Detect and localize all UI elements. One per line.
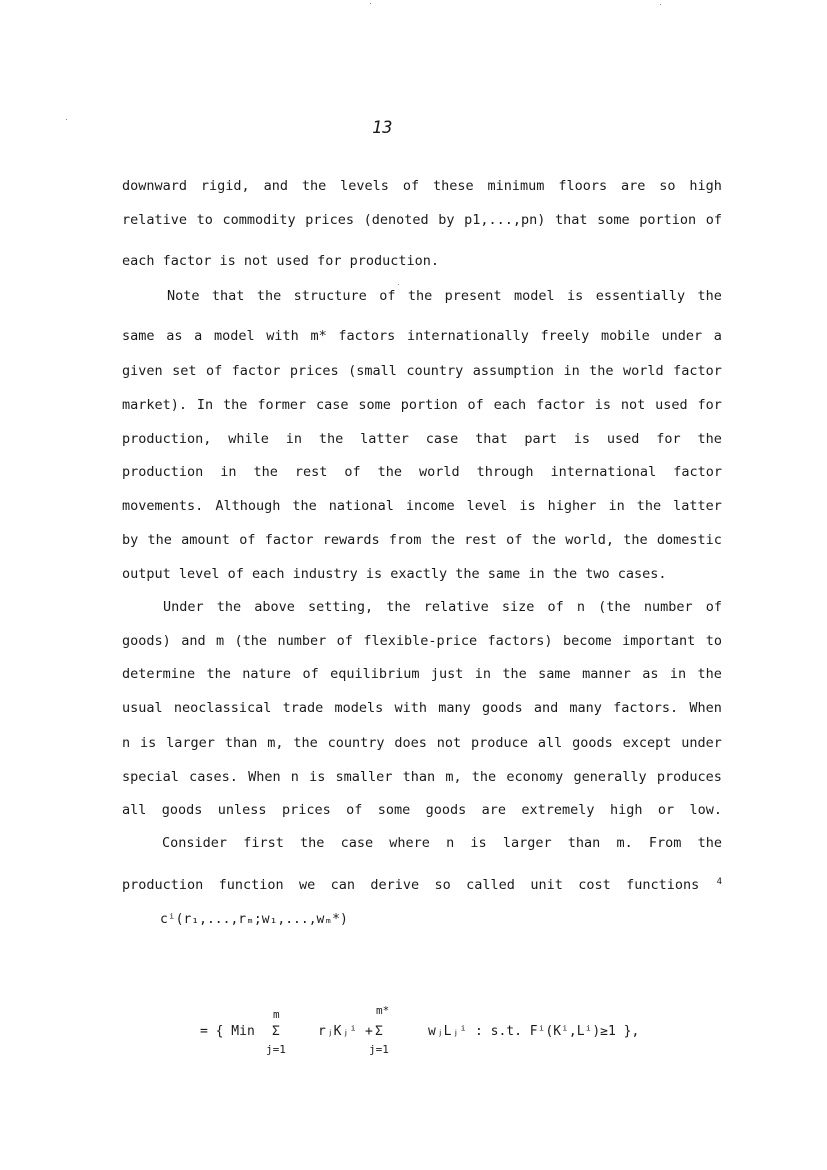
word: relative <box>122 212 188 228</box>
word: with <box>394 700 427 716</box>
word: country <box>406 363 464 379</box>
word: size <box>501 599 535 615</box>
word: prices <box>281 802 331 818</box>
word: of <box>705 212 722 228</box>
word: given <box>122 363 163 379</box>
word: derive <box>370 877 420 893</box>
word: set <box>172 363 197 379</box>
text-line: output level of each industry is exactly the same in the two cases. <box>122 566 667 582</box>
word: that <box>211 288 245 304</box>
word: (small <box>348 363 397 379</box>
word: same <box>538 666 571 682</box>
word: When <box>248 769 281 785</box>
word: factor <box>536 397 585 413</box>
word: world <box>419 464 460 480</box>
sum2-lower: j=1 <box>369 1043 389 1056</box>
word: we <box>299 877 316 893</box>
word: flexible-price <box>363 633 478 649</box>
text-line <box>122 633 722 649</box>
text-line <box>122 363 722 379</box>
word: Consider <box>162 835 228 851</box>
word: some <box>597 212 630 228</box>
text-line <box>122 178 722 194</box>
sum1-upper: m <box>273 1008 280 1021</box>
word: m. <box>616 835 633 851</box>
word: the <box>407 288 433 304</box>
word: of <box>346 802 363 818</box>
word: a <box>713 328 722 344</box>
word: above <box>254 599 295 615</box>
word: not <box>620 397 646 413</box>
word: is <box>567 288 584 304</box>
text-line <box>122 532 722 548</box>
word: the <box>292 498 317 514</box>
text-line <box>122 735 722 751</box>
word: as <box>642 666 659 682</box>
scan-speck <box>660 4 661 5</box>
text-line <box>122 877 722 893</box>
word: p1,...,pn) <box>464 212 546 228</box>
word: the <box>216 599 242 615</box>
word: factor <box>231 363 281 379</box>
word: goods <box>481 700 523 716</box>
text-line <box>122 498 722 514</box>
text-line <box>162 835 722 851</box>
word: used <box>606 431 640 447</box>
page-number: 13 <box>372 118 393 138</box>
word: so <box>659 178 676 194</box>
text-line <box>122 431 722 447</box>
word: n <box>576 599 586 615</box>
word: to <box>705 633 722 649</box>
word: case <box>315 397 349 413</box>
word: setting, <box>308 599 374 615</box>
word: high <box>609 802 643 818</box>
word: Note <box>167 288 200 304</box>
word: the <box>206 666 231 682</box>
footnote-marker: 4 <box>716 877 722 887</box>
word: rigid, <box>200 178 250 194</box>
word: except <box>622 735 672 751</box>
word: by <box>122 532 139 548</box>
word: levels <box>340 178 389 194</box>
word: of <box>402 178 420 194</box>
word: is <box>594 397 611 413</box>
word: by <box>438 212 455 228</box>
word: is <box>519 498 536 514</box>
word: in <box>563 363 580 379</box>
word: n <box>446 835 455 851</box>
text-line <box>122 464 722 480</box>
scan-speck <box>370 3 371 4</box>
word: production, <box>122 431 212 447</box>
word: under <box>681 735 722 751</box>
word: and <box>263 178 288 194</box>
text-line <box>122 802 722 818</box>
word: the <box>636 498 662 514</box>
word: production <box>122 877 204 893</box>
word: the <box>386 599 411 615</box>
word: first <box>243 835 284 851</box>
word: m <box>215 633 225 649</box>
word: as <box>166 328 183 344</box>
text-line <box>122 328 722 344</box>
text-line <box>122 666 722 682</box>
word: produce <box>471 735 528 751</box>
word: all <box>537 735 563 751</box>
word: the <box>147 532 172 548</box>
word: downward <box>122 178 188 194</box>
word: Although <box>215 498 281 514</box>
word: these <box>432 178 474 194</box>
word: of <box>705 599 722 615</box>
word: the <box>293 735 318 751</box>
word: domestic <box>656 532 722 548</box>
word: the <box>300 835 325 851</box>
word: are <box>481 802 507 818</box>
word: to <box>196 212 213 228</box>
word: for <box>656 431 681 447</box>
word: while <box>228 431 269 447</box>
word: number <box>277 633 327 649</box>
word: functions <box>626 877 700 893</box>
word: internationally <box>406 328 529 344</box>
word: m, <box>445 769 462 785</box>
word: the <box>531 532 556 548</box>
word: does <box>394 735 427 751</box>
word: (denoted <box>363 212 429 228</box>
word: case <box>425 431 459 447</box>
word: freely <box>540 328 590 344</box>
word: can <box>330 877 356 893</box>
word: many <box>569 700 602 716</box>
word: relative <box>423 599 489 615</box>
word: floors <box>558 178 608 194</box>
term1: rⱼKⱼⁱ + <box>318 1024 373 1039</box>
word: function <box>218 877 284 893</box>
word: so <box>434 877 451 893</box>
word: the <box>318 431 344 447</box>
word: production <box>122 464 204 480</box>
word: world, <box>565 532 614 548</box>
word: low. <box>689 802 722 818</box>
word: level <box>466 498 508 514</box>
word: in <box>220 464 237 480</box>
text-line <box>122 700 722 716</box>
word: the <box>502 666 527 682</box>
word: national <box>328 498 394 514</box>
word: than <box>402 769 436 785</box>
word: m* <box>310 328 327 344</box>
word: the <box>301 178 327 194</box>
word: same <box>122 328 155 344</box>
word: factor <box>673 363 722 379</box>
word: in <box>474 666 492 682</box>
word: smaller <box>335 769 393 785</box>
word: In <box>196 397 214 413</box>
sum1-sigma: Σ <box>272 1024 280 1039</box>
word: goods <box>572 735 613 751</box>
word: rest <box>464 532 497 548</box>
word: and <box>533 700 559 716</box>
word: income <box>405 498 455 514</box>
text-line <box>167 288 722 304</box>
word: larger <box>502 835 552 851</box>
word: factors) <box>487 633 553 649</box>
word: number <box>643 599 693 615</box>
word: (the <box>234 633 268 649</box>
word: latter <box>360 431 409 447</box>
word: produces <box>656 769 722 785</box>
word: economy <box>506 769 564 785</box>
word: rewards <box>322 532 380 548</box>
formula-lhs: cⁱ(r₁,...,rₘ;w₁,...,wₘ*) <box>160 912 348 927</box>
word: international <box>550 464 657 480</box>
word: factor <box>264 532 314 548</box>
word: generally <box>573 769 647 785</box>
word: goods <box>161 802 203 818</box>
word: extremely <box>521 802 595 818</box>
word: factor <box>673 464 722 480</box>
word: of <box>239 532 256 548</box>
word: is <box>140 735 157 751</box>
word: some <box>358 397 391 413</box>
word: in <box>285 431 302 447</box>
word: essentially <box>595 288 686 304</box>
word: unit <box>530 877 563 893</box>
word: cost <box>578 877 611 893</box>
word: of <box>506 532 523 548</box>
word: From <box>648 835 682 851</box>
word: country <box>327 735 385 751</box>
word: assumption <box>472 363 554 379</box>
word: important <box>622 633 696 649</box>
word: goods) <box>122 633 171 649</box>
word: case <box>340 835 374 851</box>
text-line <box>163 599 722 615</box>
word: the <box>589 363 614 379</box>
word: each <box>493 397 527 413</box>
word: equilibrium <box>330 666 420 682</box>
word: of <box>336 633 353 649</box>
word: manner <box>582 666 631 682</box>
word: many <box>438 700 471 716</box>
text-line <box>122 397 722 413</box>
word: that <box>554 212 588 228</box>
word: (the <box>598 599 631 615</box>
word: the <box>430 532 456 548</box>
word: present <box>444 288 502 304</box>
word: of <box>205 363 223 379</box>
word: rest <box>294 464 328 480</box>
word: structure <box>293 288 367 304</box>
word: in <box>669 666 687 682</box>
word: just <box>430 666 464 682</box>
word: where <box>389 835 430 851</box>
word: in <box>608 498 625 514</box>
word: movements. <box>122 498 204 514</box>
word: neoclassical <box>173 700 272 716</box>
word: the <box>471 769 497 785</box>
word: the <box>697 431 722 447</box>
word: some <box>377 802 411 818</box>
word: under <box>661 328 703 344</box>
word: portion <box>400 397 458 413</box>
word: unless <box>217 802 267 818</box>
word: trade <box>282 700 324 716</box>
term2: wⱼLⱼⁱ : s.t. Fⁱ(Kⁱ,Lⁱ)≥1 }, <box>428 1024 640 1039</box>
word: amount <box>181 532 230 548</box>
word: of <box>302 666 319 682</box>
word: of <box>379 288 396 304</box>
word: former <box>257 397 307 413</box>
word: larger <box>166 735 215 751</box>
word: cases. <box>189 769 238 785</box>
word: Under <box>163 599 204 615</box>
word: high <box>689 178 722 194</box>
word: When <box>689 700 722 716</box>
word: from <box>388 532 422 548</box>
text-line <box>122 212 722 228</box>
word: through <box>476 464 534 480</box>
word: prices <box>305 212 355 228</box>
word: all <box>122 802 147 818</box>
word: n <box>122 735 131 751</box>
word: the <box>697 835 722 851</box>
word: the <box>697 288 722 304</box>
word: than <box>567 835 601 851</box>
word: goods <box>425 802 467 818</box>
word: than <box>224 735 258 751</box>
word: the <box>623 532 648 548</box>
formula-open: = { Min <box>200 1024 255 1039</box>
word: is <box>573 431 591 447</box>
word: of <box>547 599 564 615</box>
word: models <box>334 700 384 716</box>
sum1-lower: j=1 <box>266 1043 286 1056</box>
word: usual <box>122 700 163 716</box>
word: called <box>466 877 515 893</box>
word: the <box>253 464 278 480</box>
word: for <box>697 397 722 413</box>
word: the <box>223 397 248 413</box>
text-line <box>122 769 722 785</box>
word: is <box>470 835 487 851</box>
word: minimum <box>487 178 545 194</box>
sum2-upper: m* <box>376 1004 390 1017</box>
word: prices <box>289 363 339 379</box>
word: the <box>697 666 722 682</box>
word: or <box>657 802 675 818</box>
word: special <box>122 769 179 785</box>
word: with <box>266 328 299 344</box>
word: m, <box>267 735 284 751</box>
word: world <box>623 363 664 379</box>
word: not <box>436 735 462 751</box>
text-line: each factor is not used for production. <box>122 253 439 269</box>
word: factors <box>338 328 396 344</box>
word: a <box>194 328 203 344</box>
scan-speck <box>66 119 67 120</box>
word: become <box>562 633 612 649</box>
word: latter <box>673 498 722 514</box>
word: part <box>524 431 557 447</box>
word: portion <box>639 212 697 228</box>
word: determine <box>122 666 196 682</box>
word: factors. <box>613 700 679 716</box>
word: higher <box>547 498 597 514</box>
word: and <box>181 633 206 649</box>
word: of <box>344 464 361 480</box>
word: model <box>513 288 555 304</box>
word: used <box>655 397 688 413</box>
word: the <box>256 288 282 304</box>
word: mobile <box>601 328 650 344</box>
word: is <box>309 769 326 785</box>
word: that <box>475 431 508 447</box>
word: commodity <box>222 212 296 228</box>
sum2-sigma: Σ <box>375 1024 383 1039</box>
word: model <box>213 328 255 344</box>
word: nature <box>242 666 292 682</box>
scan-speck <box>398 284 399 285</box>
word: are <box>620 178 646 194</box>
word: of <box>467 397 484 413</box>
word: market). <box>122 397 188 413</box>
word: n <box>290 769 299 785</box>
word: the <box>377 464 403 480</box>
